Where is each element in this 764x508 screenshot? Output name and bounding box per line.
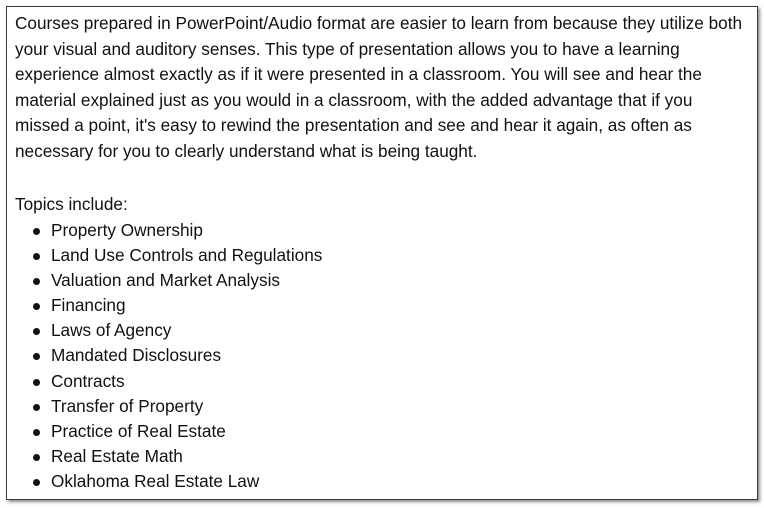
bullet-icon: [33, 454, 40, 461]
bullet-icon: [33, 353, 40, 360]
topic-item: [15, 469, 749, 494]
bullet-icon: [33, 379, 40, 386]
intro-paragraph: Courses prepared in PowerPoint/Audio format are easier to learn from because they utilize both your visual and auditory senses. This type of presentation allows you to have a learning experience almost exactly as if it were presented in a classroom. You will see and hear the material explained just as you would in a classroom, with the added advantage that if you missed a point, it's easy to rewind the presentation and see and hear it again, as often as necessary for you to clearly understand what is being taught.: [15, 13, 743, 161]
topic-label: Property Ownership: [51, 219, 203, 240]
bullet-icon: [33, 303, 40, 310]
topic-item: [15, 293, 749, 318]
topic-item: [15, 444, 749, 469]
topic-item: [15, 243, 749, 268]
topic-label: Land Use Controls and Regulations: [51, 244, 323, 265]
topic-item: [15, 394, 749, 419]
topic-label: Practice of Real Estate: [51, 421, 226, 441]
topic-label: Contracts: [51, 370, 125, 391]
topic-label: Real Estate Math: [51, 446, 183, 467]
bullet-icon: [33, 278, 40, 285]
topic-label: Oklahoma Real Estate Law: [51, 471, 260, 492]
topic-item: [15, 318, 749, 343]
topic-item: [15, 268, 749, 293]
topic-item: [15, 369, 749, 394]
topics-list: [15, 218, 749, 495]
topics-heading: Topics include:: [15, 194, 128, 214]
topic-item: [15, 343, 749, 368]
bullet-icon: [33, 479, 40, 486]
bullet-icon: [33, 429, 40, 436]
bullet-icon: [33, 404, 40, 411]
topic-label: Valuation and Market Analysis: [51, 269, 280, 290]
topic-label: Financing: [51, 295, 126, 316]
bullet-icon: [33, 228, 40, 235]
topic-label: Laws of Agency: [51, 320, 172, 341]
bullet-icon: [33, 253, 40, 260]
topic-item: [15, 218, 749, 243]
topic-label: Transfer of Property: [51, 395, 204, 416]
bullet-icon: [33, 328, 40, 335]
topic-item: [15, 419, 749, 444]
topic-label: Mandated Disclosures: [51, 345, 222, 366]
course-description-panel: [6, 6, 758, 500]
